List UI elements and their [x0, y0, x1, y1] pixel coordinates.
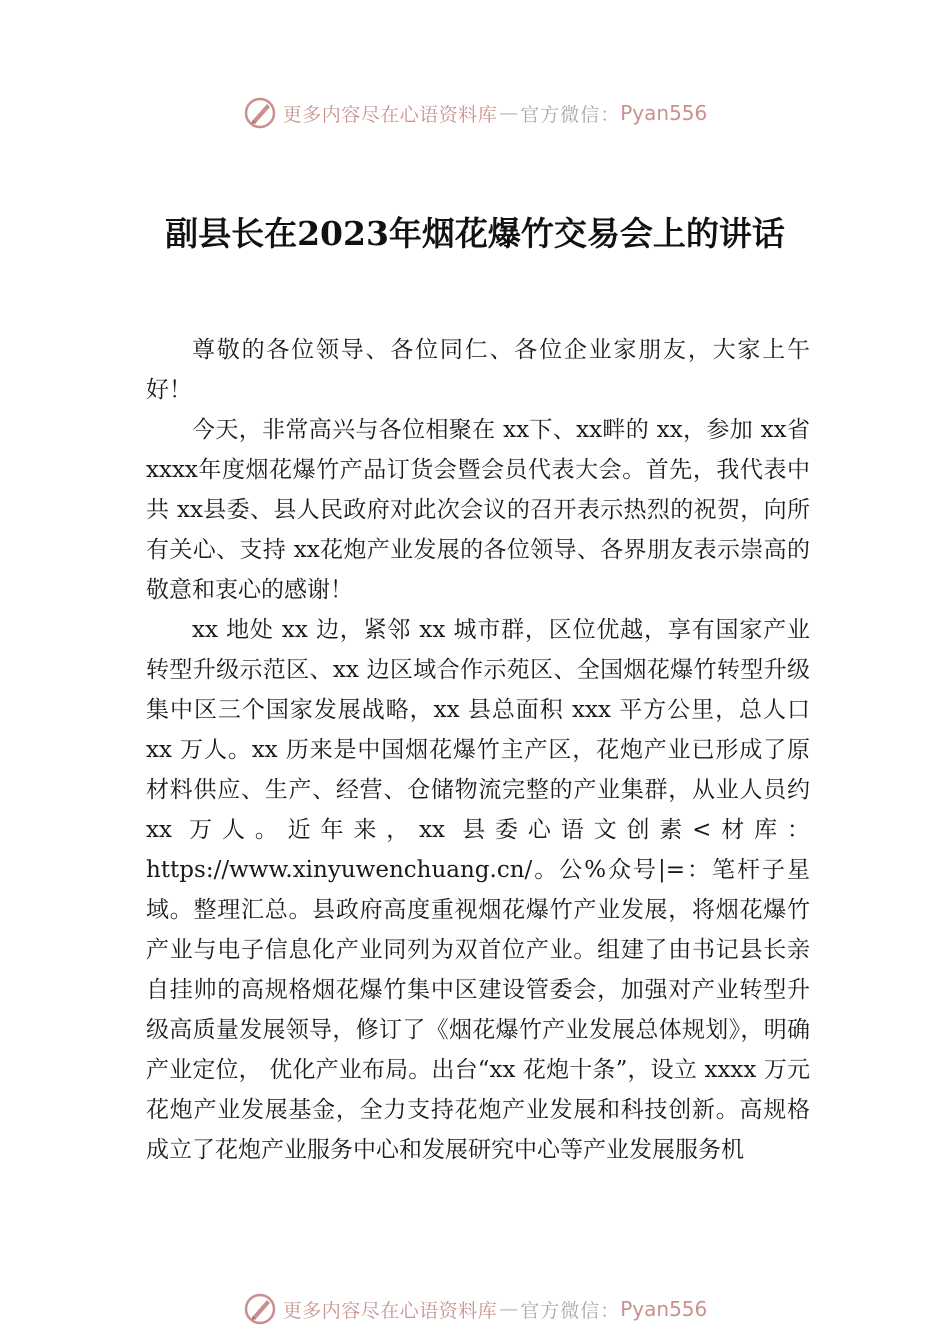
pen-logo-icon [243, 1292, 277, 1326]
watermark-wechat-label: 官方微信： [520, 103, 621, 126]
watermark-wechat-id: Pyan556 [620, 1297, 708, 1321]
document-body [146, 330, 810, 1170]
watermark-banner-top [0, 93, 950, 133]
watermark-banner-bottom [0, 1289, 950, 1329]
watermark-wechat-id: Pyan556 [620, 101, 708, 125]
watermark-dash: — [499, 1298, 519, 1320]
pen-logo-icon [243, 96, 277, 130]
watermark-text: 更多内容尽在心语资料库 [282, 1299, 498, 1322]
watermark-text: 更多内容尽在心语资料库 [282, 103, 498, 126]
paragraph-greeting: 尊敬的各位领导、各位同仁、各位企业家朋友，大家上午好！ [146, 337, 810, 403]
document-title: 副县长在2023年烟花爆竹交易会上的讲话 [165, 214, 785, 253]
paragraph-opening: 今天，非常高兴与各位相聚在 xx下、xx畔的 xx，参加 xx省 xxxx年度烟花爆竹产品订货会暨会员代表大会。首先，我代表中共 xx县委、县人民政府对此次会议的召开表示热烈的祝贺，向所有关心、支持 xx花炮产业发展的各位领导、各界朋友表示崇高的敬意和衷心的感谢！ [146, 417, 810, 603]
paragraph-overview: xx 地处 xx 边，紧邻 xx 城市群，区位优越，享有国家产业转型升级示范区、xx 边区域合作示苑区、全国烟花爆竹转型升级集中区三个国家发展战略，xx 县总面积 xxx 平方公里，总人口 xx 万人。xx 历来是中国烟花爆竹主产区，花炮产业已形成了原材料供应、生产、经营、仓储物流完整的产业集群，从业人员约 xx 万人。近年来，xx 县委心语文创素<材库：https://www.xinyuwenchuang.cn/。公%众号|=：笔杆子星域。整理汇总。县政府高度重视烟花爆竹产业发展，将烟花爆竹产业与电子信息化产业同列为双首位产业。组建了由书记县长亲自挂帅的高规格烟花爆竹集中区建设管委会，加强对产业转型升级高质量发展领导，修订了《烟花爆竹产业发展总体规划》，明确产业定位， 优化产业布局。出台“xx 花炮十条”，设立 xxxx 万元花炮产业发展基金，全力支持花炮产业发展和科技创新。高规格成立了花炮产业服务中心和发展研究中心等产业发展服务机 [146, 617, 810, 1163]
watermark-wechat-label: 官方微信： [520, 1299, 621, 1322]
watermark-dash: — [499, 102, 519, 124]
